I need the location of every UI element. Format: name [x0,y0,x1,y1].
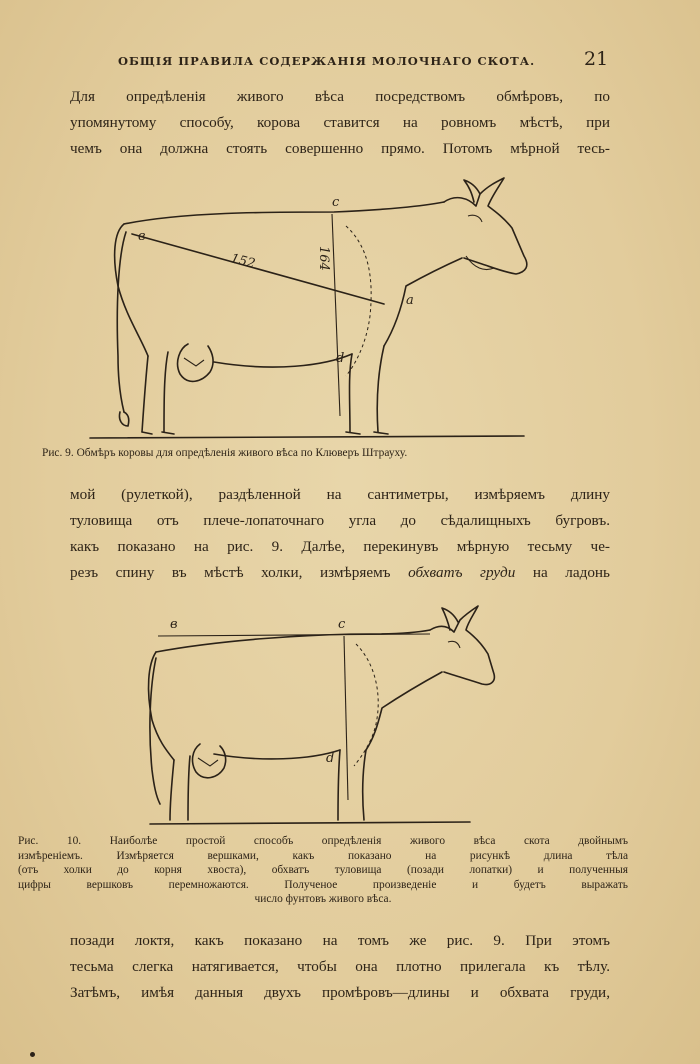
text-line: чемъ она должна стоять совершенно прямо. Потомъ мѣрной тесь- [70,140,610,157]
label-c: с [338,617,346,632]
cow-drawing-1 [84,176,534,446]
text-line: туловища отъ плече-лопаточнаго угла до сѣдалищныхъ бугровъ. [70,512,610,529]
ink-speck [30,1052,35,1057]
figure-9-caption: Рис. 9. Обмѣръ коровы для опредѣленія живого вѣса по Клюверъ Штрауху. [42,447,408,459]
caption-line: (отъ холки до корня хвоста), обхватъ туловища (позади лопатки) и полученныя [18,864,628,876]
italic-term: обхватъ груди [408,564,516,581]
label-a: а [406,293,414,308]
figure-10-cow-measurement [130,600,510,830]
text-run: на ладонь [515,564,610,581]
text-line: позади локтя, какъ показано на томъ же рис. 9. При этомъ [70,932,610,949]
text-line: упомянутому способу, корова ставится на ровномъ мѣстѣ, при [70,114,610,131]
text-line: тесьма слегка натягивается, чтобы она плотно прилегала къ тѣлу. [70,958,610,975]
label-c: с [332,195,340,210]
caption-line: Рис. 10. Наиболѣе простой способъ опредѣленія живого вѣса скота двойнымъ [18,835,628,847]
text-line: Для опредѣленія живого вѣса посредствомъ обмѣровъ, по [70,88,610,105]
running-head: ОБЩІЯ ПРАВИЛА СОДЕРЖАНІЯ МОЛОЧНАГО СКОТА. [118,54,536,68]
figure-10-caption [18,834,628,907]
page-number: 21 [584,48,609,70]
caption-line: число фунтовъ живого вѣса. [254,893,392,905]
caption-line: измѣреніемъ. Измѣряется вершками, какъ показано на рисункѣ длина тѣла [18,849,628,862]
text-line: какъ показано на рис. 9. Далѣе, перекинувъ мѣрную тесьму че- [70,538,610,555]
caption-line: цифры вершковъ перемножаются. Полученое произведеніе и будетъ выражать [18,878,628,891]
page-header [0,48,700,72]
cow-drawing-2 [130,600,510,830]
paragraph-3 [70,928,610,1006]
text-run: резъ спину въ мѣстѣ холки, измѣряемъ [70,564,409,581]
label-d: d [336,351,345,366]
figure-9-cow-measurement [84,176,534,446]
label-d: d [326,751,335,766]
paragraph-2 [70,482,610,586]
label-b: в [138,229,146,244]
text-line [70,560,610,586]
text-line: мой (рулеткой), раздѣленной на сантиметры, измѣряемъ длину [70,486,610,503]
label-girth: 164 [316,246,331,271]
paragraph-1 [70,84,610,162]
label-b: в [170,617,178,632]
label-length: 152 [229,251,257,272]
text-line: Затѣмъ, имѣя данныя двухъ промѣровъ—длины и обхвата груди, [70,984,610,1001]
